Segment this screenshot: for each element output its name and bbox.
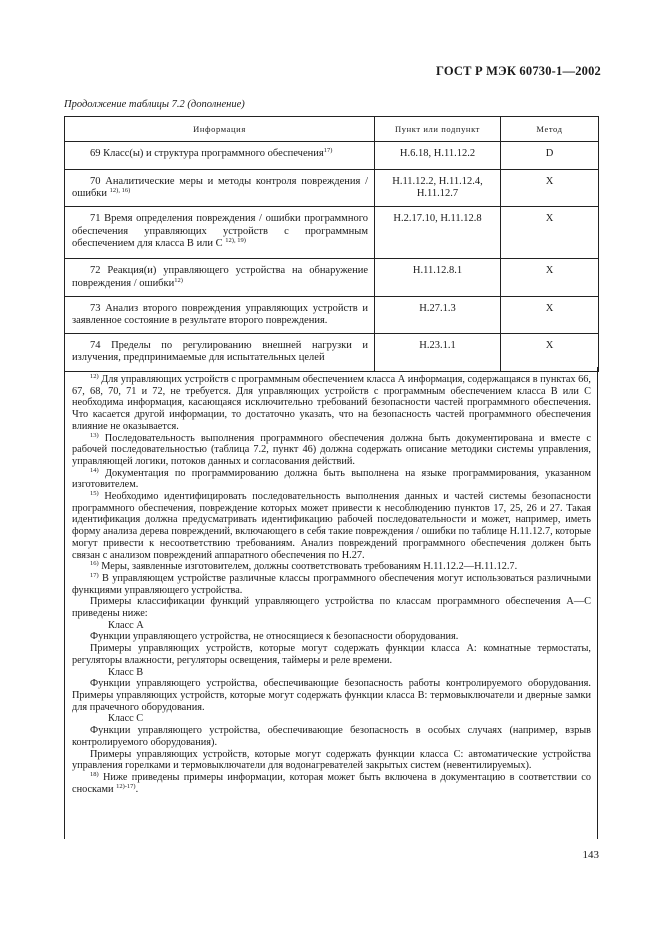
column-header-information: Информация bbox=[65, 117, 375, 142]
row-method: X bbox=[501, 207, 599, 259]
row-information: 71 Время определения повреждения / ошибки программного обеспечения управляющих устройств с программным обеспечением для класса В или С $^{12), 19)}$ bbox=[65, 207, 375, 259]
table-row bbox=[65, 259, 599, 296]
row-clause: Н.23.1.1 bbox=[375, 334, 501, 372]
row-clause: Н.6.18, Н.11.12.2 bbox=[375, 142, 501, 170]
row-method: D bbox=[501, 142, 599, 170]
row-clause: Н.2.17.10, Н.11.12.8 bbox=[375, 207, 501, 259]
row-method: X bbox=[501, 170, 599, 207]
footnote-paragraph: Функции управляющего устройства, обеспечивающие безопасность работы контролируемого оборудования. Примеры управляющих устройств, которые могут содержать функции класса В: термовыключатели и дверные замки для прачечного оборудования. bbox=[72, 678, 591, 713]
footnotes-block bbox=[64, 367, 598, 839]
row-information: 69 Класс(ы) и структура программного обеспечения$^{17)}$ bbox=[65, 142, 375, 170]
row-information: 73 Анализ второго повреждения управляющих устройств и заявленное состояние в результате второго повреждения. bbox=[65, 296, 375, 333]
footnote-paragraph: Функции управляющего устройства, не относящиеся к безопасности оборудования. bbox=[90, 631, 459, 643]
table-row bbox=[65, 142, 599, 170]
row-clause: Н.27.1.3 bbox=[375, 296, 501, 333]
footnote: $^{12)}$ Для управляющих устройств с программным обеспечением класса А информация, содержащаяся в пунктах 66, 67, 68, 70, 71 и 72, не требуется. Для управляющих устройств с программным обеспечением класса В или С необходима информация, касающаяся исключительно требований безопасности частей программного обеспечения. Что касается другой информации, то достаточно указать, что на безопасность частей программного обеспечения влияние не оказывается. bbox=[72, 373, 591, 432]
row-clause: Н.11.12.8.1 bbox=[375, 259, 501, 296]
table-row bbox=[65, 296, 599, 333]
row-information: 70 Аналитические меры и методы контроля повреждения / ошибки $^{12), 16)}$ bbox=[65, 170, 375, 207]
page-number: 143 bbox=[582, 849, 599, 861]
row-information: 72 Реакция(и) управляющего устройства на обнаружение повреждения / ошибки$^{12)}$ bbox=[65, 259, 375, 296]
column-header-method: Метод bbox=[501, 117, 599, 142]
column-header-clause: Пункт или подпункт bbox=[375, 117, 501, 142]
table-row bbox=[65, 207, 599, 259]
table-header-row bbox=[65, 117, 599, 142]
table-row bbox=[65, 170, 599, 207]
document-standard-header: ГОСТ Р МЭК 60730-1—2002 bbox=[436, 64, 601, 78]
footnote-paragraph: Функции управляющего устройства, обеспечивающие безопасность в особых случаях (например, взрыв контролируемого оборудования). bbox=[72, 725, 591, 748]
footnote: $^{17)}$ В управляющем устройстве различные классы программного обеспечения могут использоваться различными функциями управляющего устройства. bbox=[72, 571, 591, 596]
footnote: $^{15)}$ Необходимо идентифицировать последовательность выполнения данных и частей системы безопасности программного обеспечения, повреждение которых может привести к несоблюдению пунктов 17, 25, 26 и 27. Такая идентификация должна предусматривать идентификацию рабочей последовательности и может, например, иметь форму анализа дерева повреждений, включающего в себя такие повреждения / ошибки по таблице Н.11.12.7, которые могут привести к несоответствию требованиям. Анализ повреждений программного обеспечения должен быть связан с анализом повреждений аппаратного обеспечения по Н.27. bbox=[72, 490, 591, 561]
class-heading: Класс А bbox=[108, 619, 144, 631]
row-method: X bbox=[501, 259, 599, 296]
class-heading: Класс В bbox=[108, 666, 144, 678]
footnote-paragraph: Примеры управляющих устройств, которые могут содержать функции класса С: автоматические устройства управления горелками и термовыключатели для водонагревателей закрытых систем (невентилируемых). bbox=[72, 748, 591, 772]
row-method: X bbox=[501, 334, 599, 372]
footnote: $^{13)}$ Последовательность выполнения программного обеспечения должна быть документирована и вместе с рабочей последовательностью (таблица 7.2, пункт 46) должна содержать описание методики системы управления, управляющей логики, потоков данных и согласования действий. bbox=[72, 431, 591, 467]
row-clause: Н.11.12.2, Н.11.12.4, Н.11.12.7 bbox=[375, 170, 501, 207]
footnote: $^{18)}$ Ниже приведены примеры информации, которая может быть включена в документацию в соответствии со сносками $^{12)-17)}$. bbox=[72, 770, 591, 795]
footnote: $^{14)}$ Документация по программированию должна быть выполнена на языке программирования, указанном изготовителем. bbox=[72, 466, 591, 491]
footnote-paragraph: Примеры управляющих устройств, которые могут содержать функции класса А: комнатные термостаты, регуляторы влажности, регуляторы освещения, таймеры и реле времени. bbox=[72, 643, 591, 666]
information-table bbox=[64, 116, 599, 372]
class-heading: Класс С bbox=[108, 713, 144, 725]
row-information: 74 Пределы по регулированию внешней нагрузки и излучения, предпринимаемые для испытательных целей bbox=[65, 334, 375, 372]
row-method: X bbox=[501, 296, 599, 333]
footnote: $^{16)}$ Меры, заявленные изготовителем, должны соответствовать требованиям Н.11.12.2—Н.11.12.7. bbox=[90, 560, 518, 573]
table-caption: Продолжение таблицы 7.2 (дополнение) bbox=[64, 99, 245, 110]
footnote-paragraph: Примеры классификации функций управляющего устройства по классам программного обеспечения А—С приведены ниже: bbox=[72, 596, 591, 620]
